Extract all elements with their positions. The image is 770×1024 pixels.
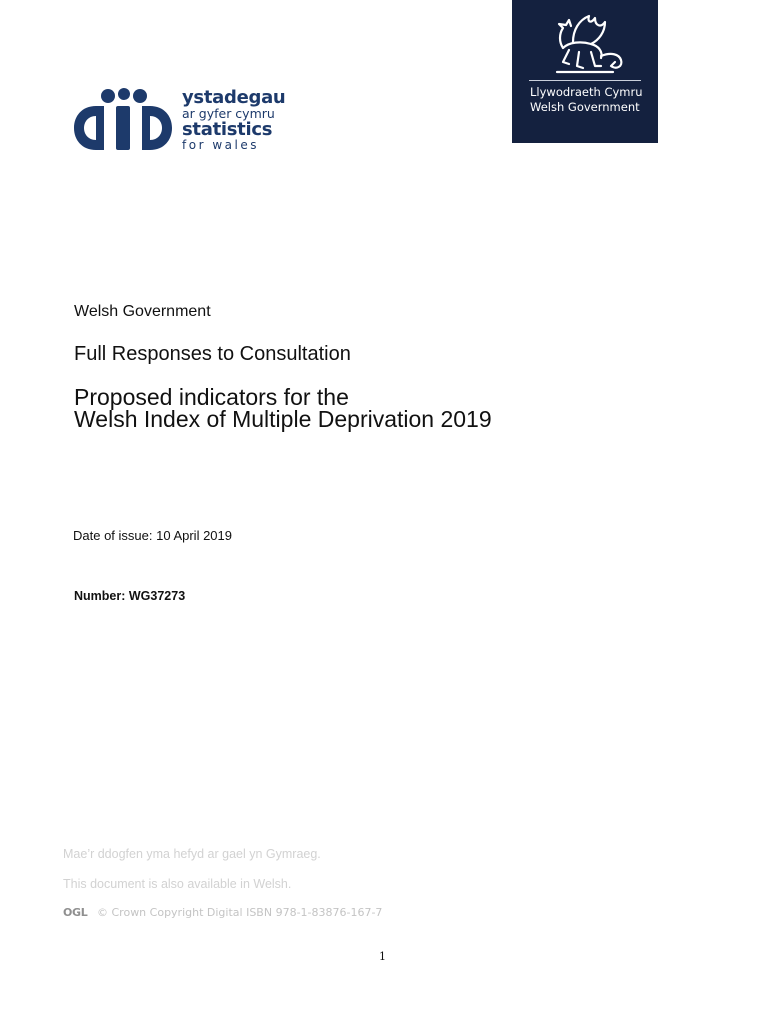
english-availability-note: This document is also available in Welsh. xyxy=(63,877,292,891)
wordmark-ystadegau: ystadegau xyxy=(182,87,286,108)
welsh-availability-note: Mae’r ddogfen yma hefyd ar gael yn Gymraeg. xyxy=(63,847,321,861)
copyright-line xyxy=(63,906,382,924)
document-number: Number: WG37273 xyxy=(74,589,186,603)
welsh-government-logo xyxy=(512,0,658,143)
welsh-government-name-english: Welsh Government xyxy=(530,100,640,114)
welsh-dragon-icon xyxy=(539,8,631,78)
page-number: 1 xyxy=(379,950,386,963)
document-type: Full Responses to Consultation xyxy=(74,343,351,365)
copyright-text: © Crown Copyright Digital ISBN 978-1-83876-167-7 xyxy=(97,906,383,919)
stats-for-wales-mark-icon xyxy=(74,88,178,152)
wordmark-for-wales: for wales xyxy=(182,138,259,152)
organisation-name: Welsh Government xyxy=(74,303,211,320)
badge-divider xyxy=(529,80,641,81)
wordmark-statistics: statistics xyxy=(182,119,273,140)
welsh-government-name-welsh: Llywodraeth Cymru xyxy=(530,85,643,99)
ogl-logo-icon: OGL xyxy=(63,906,88,919)
stats-for-wales-wordmark xyxy=(182,88,285,152)
issue-date: Date of issue: 10 April 2019 xyxy=(73,528,232,543)
wordmark-ar-gyfer-cymru: ar gyfer cymru xyxy=(182,106,275,121)
document-title xyxy=(74,386,492,430)
document-title-line-2: Welsh Index of Multiple Deprivation 2019 xyxy=(74,406,492,432)
document-title-line-1: Proposed indicators for the xyxy=(74,384,349,410)
stats-for-wales-logo xyxy=(74,88,294,158)
